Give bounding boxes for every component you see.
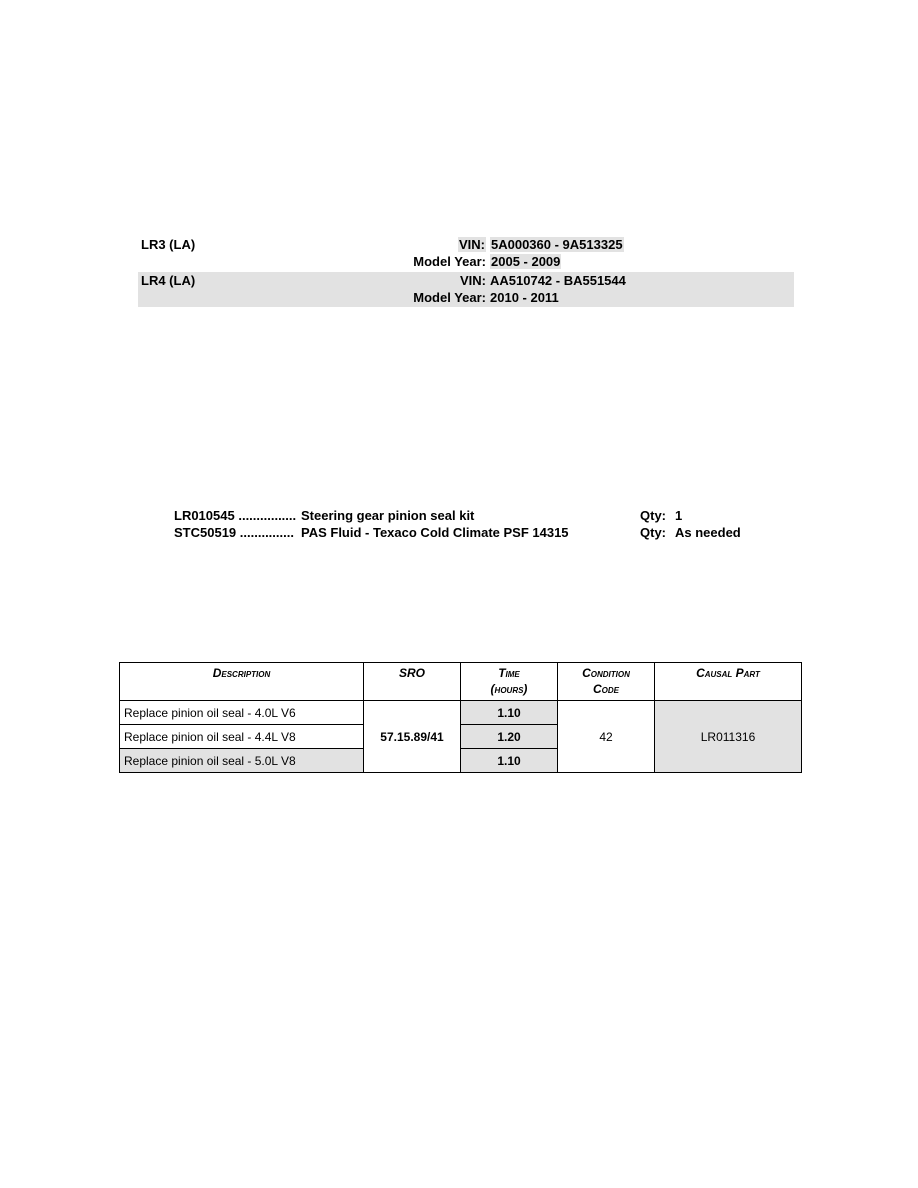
qty-label: Qty: [640, 508, 666, 523]
row-time: 1.10 [461, 749, 558, 773]
qty-label: Qty: [640, 525, 666, 540]
qty-value: As needed [675, 525, 741, 540]
model-year-label: Model Year: [413, 254, 486, 269]
condition-code: 42 [558, 701, 655, 773]
part-description: PAS Fluid - Texaco Cold Climate PSF 14315 [301, 525, 569, 540]
part-line [174, 525, 774, 542]
model-year-range: 2010 - 2011 [490, 290, 559, 305]
vehicle-model: LR3 (LA) [141, 237, 196, 252]
table-row [120, 701, 802, 725]
vin-label: VIN: [460, 273, 486, 288]
model-year-label: Model Year: [413, 290, 486, 305]
row-description: Replace pinion oil seal - 4.4L V8 [120, 725, 364, 749]
parts-list [174, 508, 774, 542]
causal-part: LR011316 [655, 701, 802, 773]
part-description: Steering gear pinion seal kit [301, 508, 475, 523]
model-year-line [394, 254, 794, 271]
vin-line [394, 273, 794, 290]
header-causal-part: Causal Part [655, 663, 802, 701]
part-line [174, 508, 774, 525]
vehicle-row-lr4 [138, 272, 794, 307]
row-time: 1.20 [461, 725, 558, 749]
labor-table [119, 662, 802, 773]
table-header-row [120, 663, 802, 701]
row-description: Replace pinion oil seal - 4.0L V6 [120, 701, 364, 725]
model-year-line [394, 290, 794, 307]
part-number: STC50519 ............... [174, 525, 294, 540]
vehicle-model: LR4 (LA) [141, 273, 196, 288]
vehicle-row-lr3 [138, 236, 794, 271]
qty-value: 1 [675, 508, 683, 523]
leader-dots: ............... [239, 525, 294, 540]
sro-code: 57.15.89/41 [364, 701, 461, 773]
vin-label: VIN: [459, 237, 485, 252]
leader-dots: ................ [238, 508, 297, 523]
header-sro: SRO [364, 663, 461, 701]
header-condition-code: Condition Code [558, 663, 655, 701]
vin-range: 5A000360 - 9A513325 [491, 237, 623, 252]
header-time: Time (hours) [461, 663, 558, 701]
vin-range: AA510742 - BA551544 [490, 273, 626, 288]
row-time: 1.10 [461, 701, 558, 725]
row-description: Replace pinion oil seal - 5.0L V8 [120, 749, 364, 773]
header-description: Description [120, 663, 364, 701]
part-number: LR010545 ................ [174, 508, 297, 523]
vin-line [394, 237, 794, 254]
model-year-range: 2005 - 2009 [491, 254, 561, 269]
